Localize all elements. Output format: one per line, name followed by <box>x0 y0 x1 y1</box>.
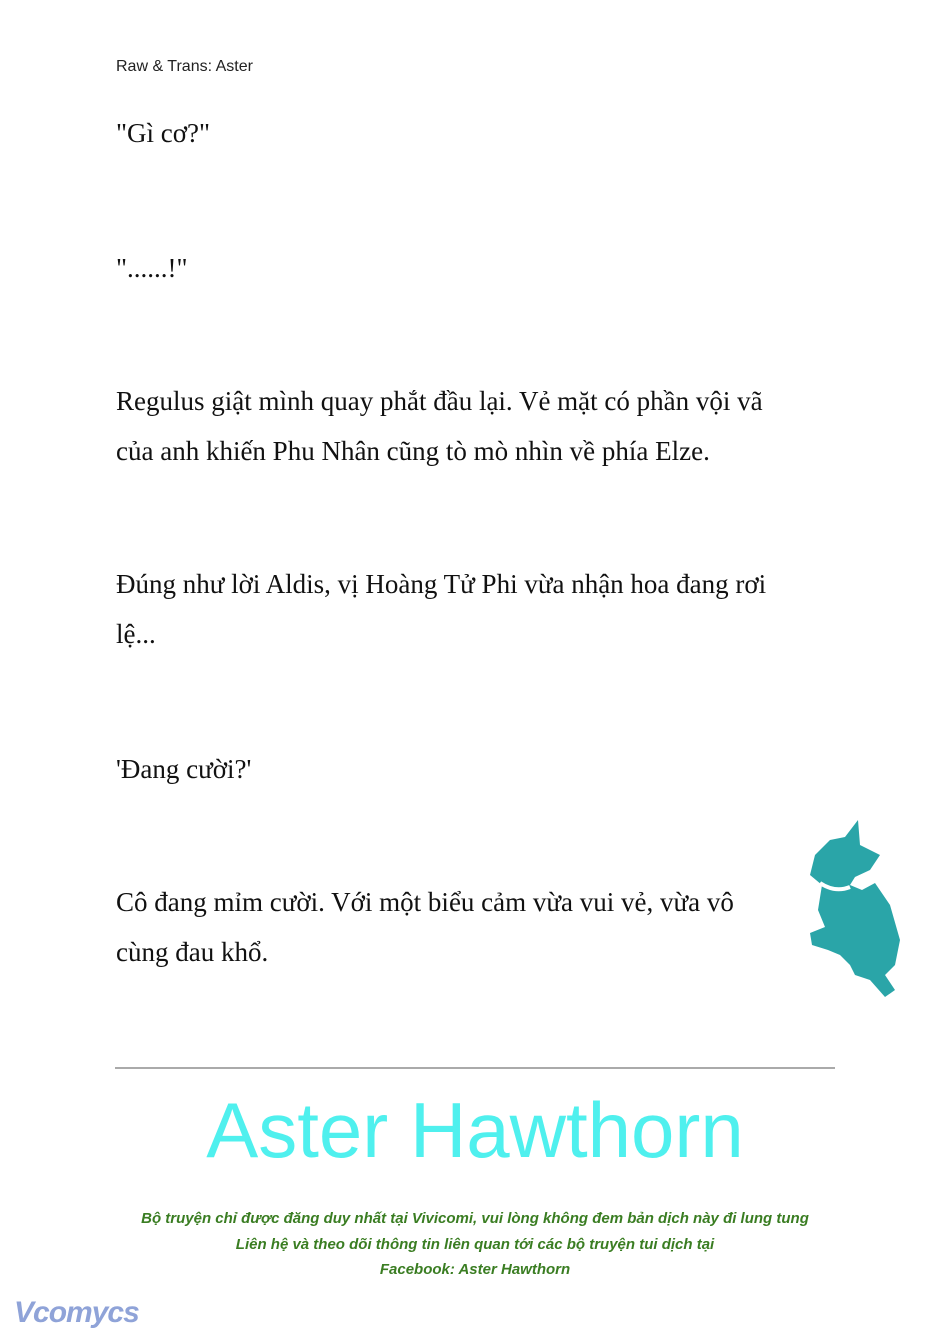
paragraph: lệ... <box>116 619 156 649</box>
watermark-text: Aster Hawthorn <box>206 1086 744 1174</box>
paragraph: "Gì cơ?" <box>116 118 211 148</box>
paragraph: "......!" <box>116 253 188 283</box>
paragraph: cùng đau khổ. <box>116 937 269 967</box>
cat-icon <box>800 815 910 1000</box>
vcomycs-logo: Vcomycs <box>14 1296 139 1329</box>
paragraph: 'Đang cười?' <box>116 754 252 784</box>
header-credit: Raw & Trans: Aster <box>116 58 253 75</box>
footer-notice: Bộ truyện chỉ được đăng duy nhất tại Vivicomi, vui lòng không đem bản dịch này đi lung tung <box>141 1210 809 1227</box>
divider <box>115 1067 835 1069</box>
footer-facebook: Facebook: Aster Hawthorn <box>379 1261 571 1278</box>
paragraph: Đúng như lời Aldis, vị Hoàng Tử Phi vừa nhận hoa đang rơi <box>116 569 767 599</box>
paragraph: của anh khiến Phu Nhân cũng tò mò nhìn về phía Elze. <box>116 436 710 466</box>
paragraph: Regulus giật mình quay phắt đầu lại. Vẻ mặt có phần vội vã <box>116 386 763 416</box>
footer-contact: Liên hệ và theo dõi thông tin liên quan tới các bộ truyện tui dịch tại <box>235 1236 715 1253</box>
paragraph: Cô đang mỉm cười. Với một biểu cảm vừa vui vẻ, vừa vô <box>116 887 734 917</box>
